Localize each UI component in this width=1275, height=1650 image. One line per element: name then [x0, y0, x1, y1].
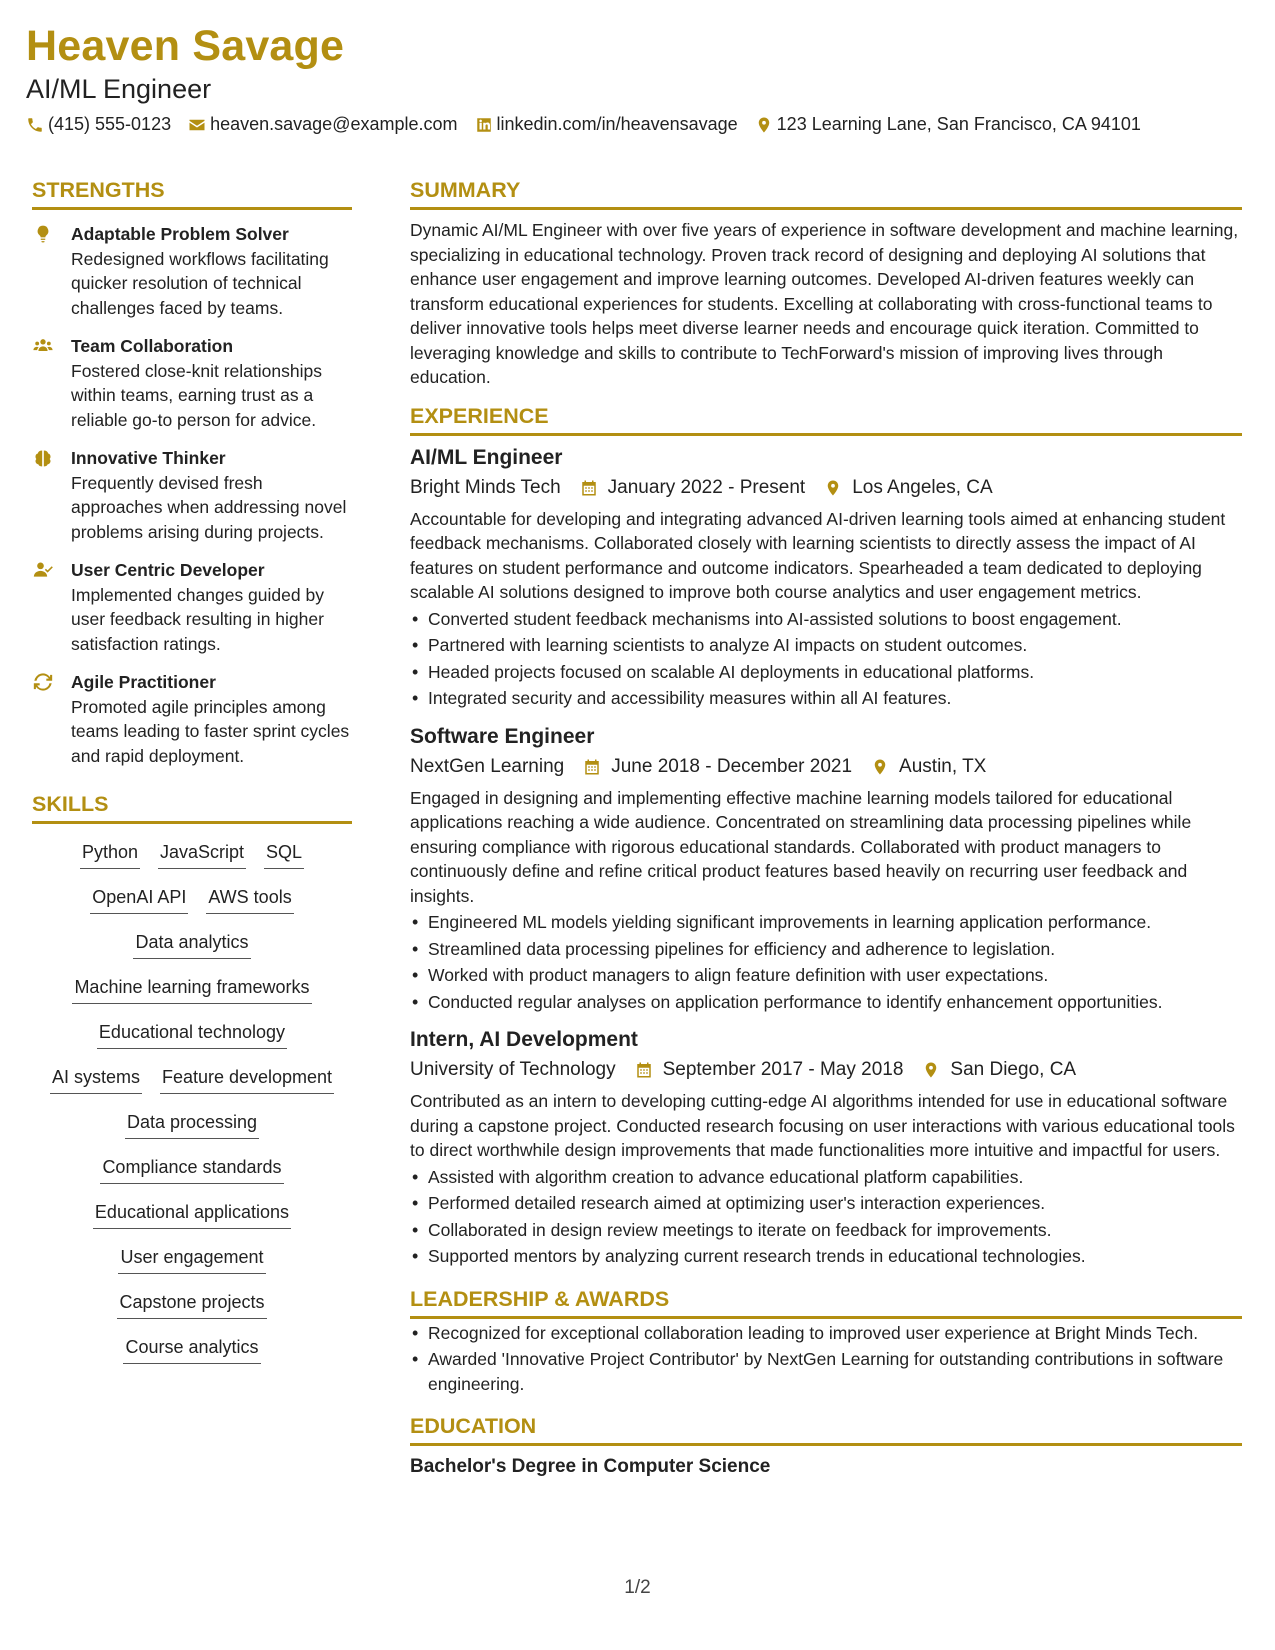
skill-tag: Python — [80, 840, 140, 869]
job-bullet: • Partnered with learning scientists to analyze AI impacts on student outcomes. — [428, 633, 1242, 658]
job-description: Engaged in designing and implementing effective machine learning models tailored for educational applications reaching a wide audience. Concentrated on streamlining data processing pipelines while ensuring compliance with rigorous educational standards. Collaborated with product managers to continuously define and refine critical product features based heavily on recurring user feedback and insights. — [410, 787, 1192, 906]
contact-email[interactable] — [188, 114, 457, 135]
calendar-icon — [635, 1060, 653, 1080]
job-title: Software Engineer — [410, 724, 595, 748]
skill-row — [32, 1335, 352, 1380]
job-bullet: • Supported mentors by analyzing current research trends in educational technologies. — [428, 1244, 1242, 1269]
skill-row — [32, 1245, 352, 1290]
contact-linkedin[interactable] — [475, 114, 738, 135]
job-company: Bright Minds Tech — [410, 476, 561, 498]
job-meta — [410, 1056, 1242, 1084]
candidate-role: AI/ML Engineer — [26, 74, 212, 104]
job-bullets — [410, 607, 1242, 711]
skill-tag: User engagement — [118, 1245, 265, 1274]
contact-phone[interactable] — [26, 114, 171, 135]
skill-tag: OpenAI API — [90, 885, 188, 914]
job-dates: June 2018 - December 2021 — [611, 755, 853, 777]
leadership-item: • Recognized for exceptional collaboration leading to improved user experience at Bright Minds Tech. — [428, 1321, 1242, 1346]
skill-tag: Course analytics — [123, 1335, 260, 1364]
strength-desc: Implemented changes guided by user feedback resulting in higher satisfaction ratings. — [71, 584, 324, 654]
education-heading: EDUCATION — [410, 1414, 1242, 1446]
skills-list — [32, 840, 352, 1380]
job-entry — [410, 444, 1242, 711]
strengths-list — [32, 222, 352, 768]
skill-tag: AWS tools — [206, 885, 293, 914]
job-bullet: • Worked with product managers to align feature definition with user expectations. — [428, 963, 1242, 988]
skills-section — [32, 792, 352, 1380]
job-entry — [410, 723, 1242, 1015]
sync-icon — [32, 672, 54, 692]
job-description: Accountable for developing and integrating advanced AI-driven learning tools aimed at enhancing student feedback mechanisms. Collaborated closely with learning scientists to directly assess the impact of AI features on student performance and outcome indicators. Spearheaded a team dedicated to deploying scalable AI solutions designed to improve both course analytics and user engagement metrics. — [410, 508, 1226, 602]
leadership-section — [410, 1287, 1242, 1397]
skill-row — [32, 975, 352, 1020]
skill-tag: Compliance standards — [100, 1155, 283, 1184]
envelope-icon — [188, 116, 206, 134]
strength-desc: Fostered close-knit relationships within teams, earning trust as a reliable go-to person for advice. — [71, 360, 322, 430]
job-company: University of Technology — [410, 1059, 616, 1080]
job-dates: January 2022 - Present — [607, 476, 806, 498]
strength-item — [32, 446, 352, 544]
job-bullets — [410, 1165, 1242, 1269]
job-bullets — [410, 910, 1242, 1014]
leadership-heading: LEADERSHIP & AWARDS — [410, 1287, 1242, 1319]
strength-title: Innovative Thinker — [71, 448, 226, 468]
job-bullet: • Engineered ML models yielding significant improvements in learning application performance. — [428, 910, 1242, 935]
skill-tag: Capstone projects — [117, 1290, 266, 1319]
skills-heading: SKILLS — [32, 792, 352, 824]
summary-heading: SUMMARY — [410, 178, 1242, 210]
calendar-icon — [580, 478, 598, 498]
page-number: 1/2 — [624, 1577, 651, 1598]
users-icon — [32, 336, 54, 356]
job-title: AI/ML Engineer — [410, 445, 563, 469]
left-column — [32, 178, 352, 1380]
strength-item — [32, 334, 352, 432]
job-location: Austin, TX — [899, 755, 987, 777]
job-meta — [410, 474, 1242, 502]
skill-tag: Educational applications — [93, 1200, 291, 1229]
calendar-icon — [583, 757, 601, 777]
linkedin-icon — [475, 116, 493, 134]
contact-linkedin-text: linkedin.com/in/heavensavage — [496, 114, 738, 134]
lightbulb-icon — [32, 224, 54, 244]
contact-email-text: heaven.savage@example.com — [210, 114, 458, 134]
job-dates: September 2017 - May 2018 — [662, 1059, 904, 1080]
strength-desc: Promoted agile principles among teams leading to faster sprint cycles and rapid deployment. — [71, 696, 350, 766]
skill-tag: Data processing — [125, 1110, 259, 1139]
job-location: San Diego, CA — [950, 1059, 1077, 1080]
skill-tag: Data analytics — [133, 930, 250, 959]
map-pin-icon — [824, 478, 842, 498]
strength-title: Adaptable Problem Solver — [71, 224, 289, 244]
strength-title: Team Collaboration — [71, 336, 234, 356]
skill-row — [32, 1110, 352, 1155]
job-bullet: • Integrated security and accessibility measures within all AI features. — [428, 686, 1242, 711]
summary-text: Dynamic AI/ML Engineer with over five years of experience in software development and machine learning, specializing in educational technology. Proven track record of designing and deploying AI solutions that enhance user engagement and improve learning outcomes. Developed AI-driven features weekly can transform educational experiences for students. Excelling at collaborating with cross-functional teams to deliver innovative tools helps meet diverse learner needs and encourage quick iteration. Committed to leveraging knowledge and skills to contribute to TechForward's mission of improving lives through education. — [410, 220, 1239, 387]
candidate-name: Heaven Savage — [26, 22, 345, 70]
user-check-icon — [32, 560, 54, 580]
job-company: NextGen Learning — [410, 755, 565, 777]
job-bullet: • Headed projects focused on scalable AI deployments in educational platforms. — [428, 660, 1242, 685]
education-degree: Bachelor's Degree in Computer Science — [410, 1456, 771, 1477]
right-column — [410, 178, 1242, 1478]
job-bullet: • Performed detailed research aimed at optimizing user's interaction experiences. — [428, 1191, 1242, 1216]
education-section — [410, 1414, 1242, 1478]
experience-section — [410, 404, 1242, 1269]
experience-heading: EXPERIENCE — [410, 404, 1242, 436]
strength-item — [32, 222, 352, 320]
skill-row — [32, 840, 352, 885]
skill-tag: AI systems — [50, 1065, 142, 1094]
job-bullet: • Assisted with algorithm creation to advance educational platform capabilities. — [428, 1165, 1242, 1190]
map-pin-icon — [922, 1060, 940, 1080]
skill-row — [32, 1290, 352, 1335]
job-location: Los Angeles, CA — [852, 476, 993, 498]
contact-address-text: 123 Learning Lane, San Francisco, CA 94101 — [776, 114, 1141, 134]
job-title: Intern, AI Development — [410, 1028, 638, 1051]
map-pin-icon — [871, 757, 889, 777]
strengths-heading: STRENGTHS — [32, 178, 352, 210]
job-bullet: • Conducted regular analyses on application performance to identify enhancement opportunities. — [428, 990, 1242, 1015]
job-description: Contributed as an intern to developing cutting-edge AI algorithms intended for use in educational software during a capstone project. Conducted research focusing on user interactions with various educational tools to direct worthwhile design improvements that made functionalities more intuitive and impactful for users. — [410, 1091, 1235, 1160]
phone-icon — [26, 116, 44, 134]
skill-tag: Machine learning frameworks — [72, 975, 311, 1004]
map-pin-icon — [755, 116, 773, 134]
brain-icon — [32, 448, 54, 468]
skill-tag: SQL — [264, 840, 304, 869]
job-meta — [410, 753, 1242, 781]
skill-row — [32, 1200, 352, 1245]
skill-row — [32, 1155, 352, 1200]
skill-row — [32, 1065, 352, 1110]
leadership-list — [410, 1321, 1242, 1397]
skill-row — [32, 885, 352, 930]
skill-row — [32, 1020, 352, 1065]
skill-tag: JavaScript — [158, 840, 246, 869]
skill-row — [32, 930, 352, 975]
strength-item — [32, 558, 352, 656]
skill-tag: Feature development — [160, 1065, 334, 1094]
strength-desc: Frequently devised fresh approaches when addressing novel problems arising during projects. — [71, 472, 347, 542]
job-bullet: • Streamlined data processing pipelines for efficiency and adherence to legislation. — [428, 937, 1242, 962]
strength-title: Agile Practitioner — [71, 672, 216, 692]
skill-tag: Educational technology — [97, 1020, 287, 1049]
job-bullet: • Converted student feedback mechanisms into AI-assisted solutions to boost engagement. — [428, 607, 1242, 632]
strength-title: User Centric Developer — [71, 560, 265, 580]
leadership-item: • Awarded 'Innovative Project Contributor' by NextGen Learning for outstanding contributions in software engineering. — [428, 1347, 1242, 1396]
contact-bar — [26, 114, 1158, 135]
contact-address — [755, 114, 1141, 135]
job-entry — [410, 1026, 1242, 1269]
contact-phone-text: (415) 555-0123 — [48, 114, 172, 134]
strength-item — [32, 670, 352, 768]
strength-desc: Redesigned workflows facilitating quicker resolution of technical challenges faced by teams. — [71, 248, 329, 318]
job-bullet: • Collaborated in design review meetings to iterate on feedback for improvements. — [428, 1218, 1242, 1243]
